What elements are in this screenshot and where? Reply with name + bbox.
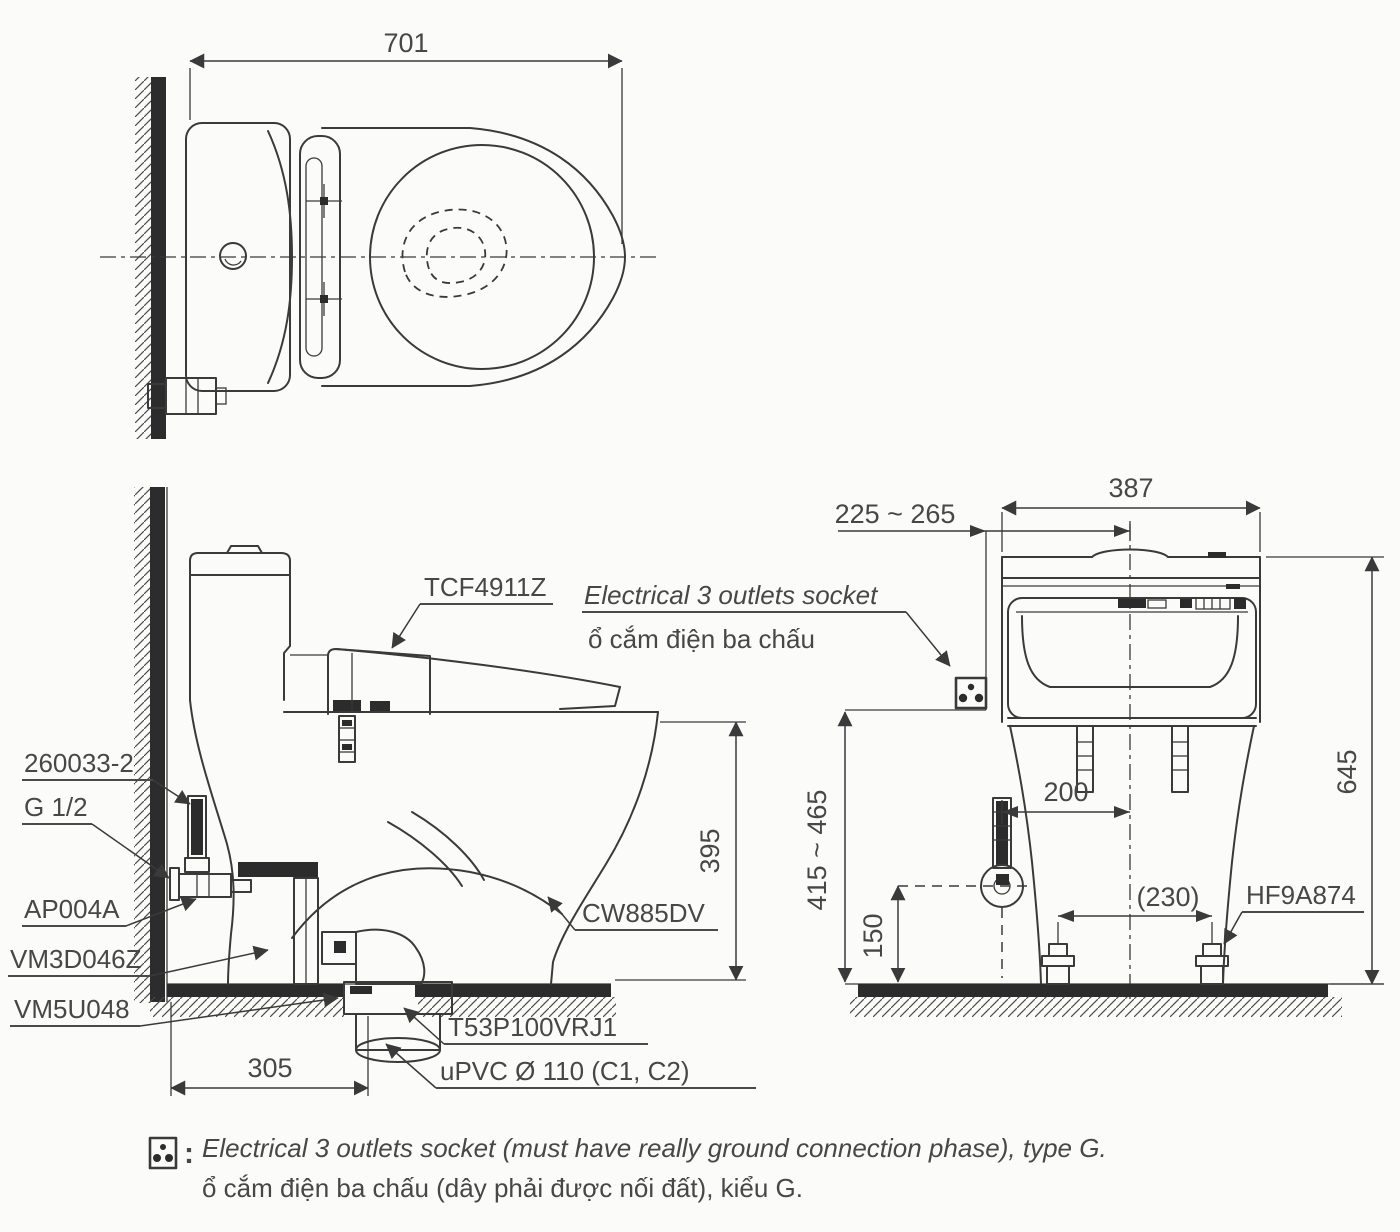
side-view: [8, 487, 756, 1096]
dim-tank-width: [1002, 473, 1260, 552]
footer-colon: :: [184, 1137, 194, 1170]
bowl-interior-curve: [292, 868, 562, 938]
dim-150: 150: [858, 913, 888, 959]
water-area-outer: [402, 209, 506, 296]
label-drain-pipe: uPVC Ø 110 (C1, C2): [440, 1056, 690, 1086]
front-view: [582, 473, 1384, 1017]
footer-note-vi: ổ cắm điện ba chấu (dây phải được nối đất), kiểu G.: [202, 1173, 804, 1203]
dim-bowl-height: [615, 722, 746, 980]
dim-701: 701: [383, 28, 429, 58]
washlet-seat-front: [1008, 598, 1256, 726]
wall-section-side: [150, 487, 165, 1002]
dim-200: 200: [1043, 777, 1089, 807]
socket-note-en: Electrical 3 outlets socket: [584, 580, 878, 610]
floor-front: [845, 984, 1384, 1017]
label-inlet-fitting: VM3D046Z: [10, 944, 142, 974]
dim-305: 305: [247, 1053, 293, 1083]
socket-legend-icon: [150, 1138, 176, 1168]
bowl-front-profile: [551, 712, 658, 984]
control-buttons: [1196, 598, 1230, 609]
label-bolt-cap-group: [1224, 880, 1364, 944]
dim-395: 395: [695, 828, 725, 874]
hinge-mark-bottom: [306, 282, 342, 316]
dim-230: (230): [1136, 882, 1200, 912]
label-floor-flange: VM5U048: [14, 994, 130, 1024]
socket-note-vi: ổ cắm điện ba chấu: [588, 624, 815, 654]
dim-socket-offset: [835, 499, 1130, 541]
label-bowl: CW885DV: [582, 898, 705, 928]
floor-bolt-right: [1196, 922, 1228, 984]
wall-hatch-side: [134, 487, 150, 1003]
dim-225-265: 225 ~ 265: [834, 499, 956, 529]
dim-bolt-spacing: [1058, 882, 1212, 922]
hinge-mark-top: [306, 184, 342, 218]
label-supply-pipe: 260033-2: [24, 748, 134, 778]
socket-callout: [582, 580, 950, 666]
footer-note-en: Electrical 3 outlets socket (must have really ground connection phase), type G.: [202, 1133, 1107, 1163]
seat-sensor: [1118, 599, 1146, 608]
flush-unit: [238, 862, 424, 984]
dim-645: 645: [1332, 749, 1362, 795]
top-view: [100, 28, 656, 439]
footer-legend: [150, 1133, 1107, 1203]
tank-lid-knob: [227, 546, 262, 553]
socket-symbol: [956, 678, 986, 708]
water-area-inner: [427, 228, 485, 283]
drain-assembly: [344, 982, 452, 1062]
supply-valve-side: [170, 796, 251, 900]
dim-top-width: [190, 28, 622, 244]
label-washlet: TCF4911Z: [424, 572, 547, 602]
pedestal-right: [1223, 726, 1254, 984]
washlet-seat-side: [284, 649, 658, 762]
label-thread-size: G 1/2: [24, 792, 88, 822]
supply-hoses: [1077, 726, 1188, 792]
tank-front: [1002, 550, 1260, 723]
label-drain-joint: T53P100VRJ1: [448, 1012, 618, 1042]
floor-bolt-left: [1042, 922, 1074, 984]
label-stop-valve: AP004A: [24, 894, 120, 924]
dim-total-height: [1266, 557, 1384, 984]
dim-387: 387: [1108, 473, 1154, 503]
dim-valve-height: [858, 886, 898, 982]
dim-415-465: 415 ~ 465: [802, 789, 832, 911]
pedestal-left: [1010, 726, 1041, 984]
stop-valve-front: [898, 798, 1034, 978]
dim-socket-height: [802, 712, 845, 982]
label-bolt-cap: HF9A874: [1246, 880, 1356, 910]
